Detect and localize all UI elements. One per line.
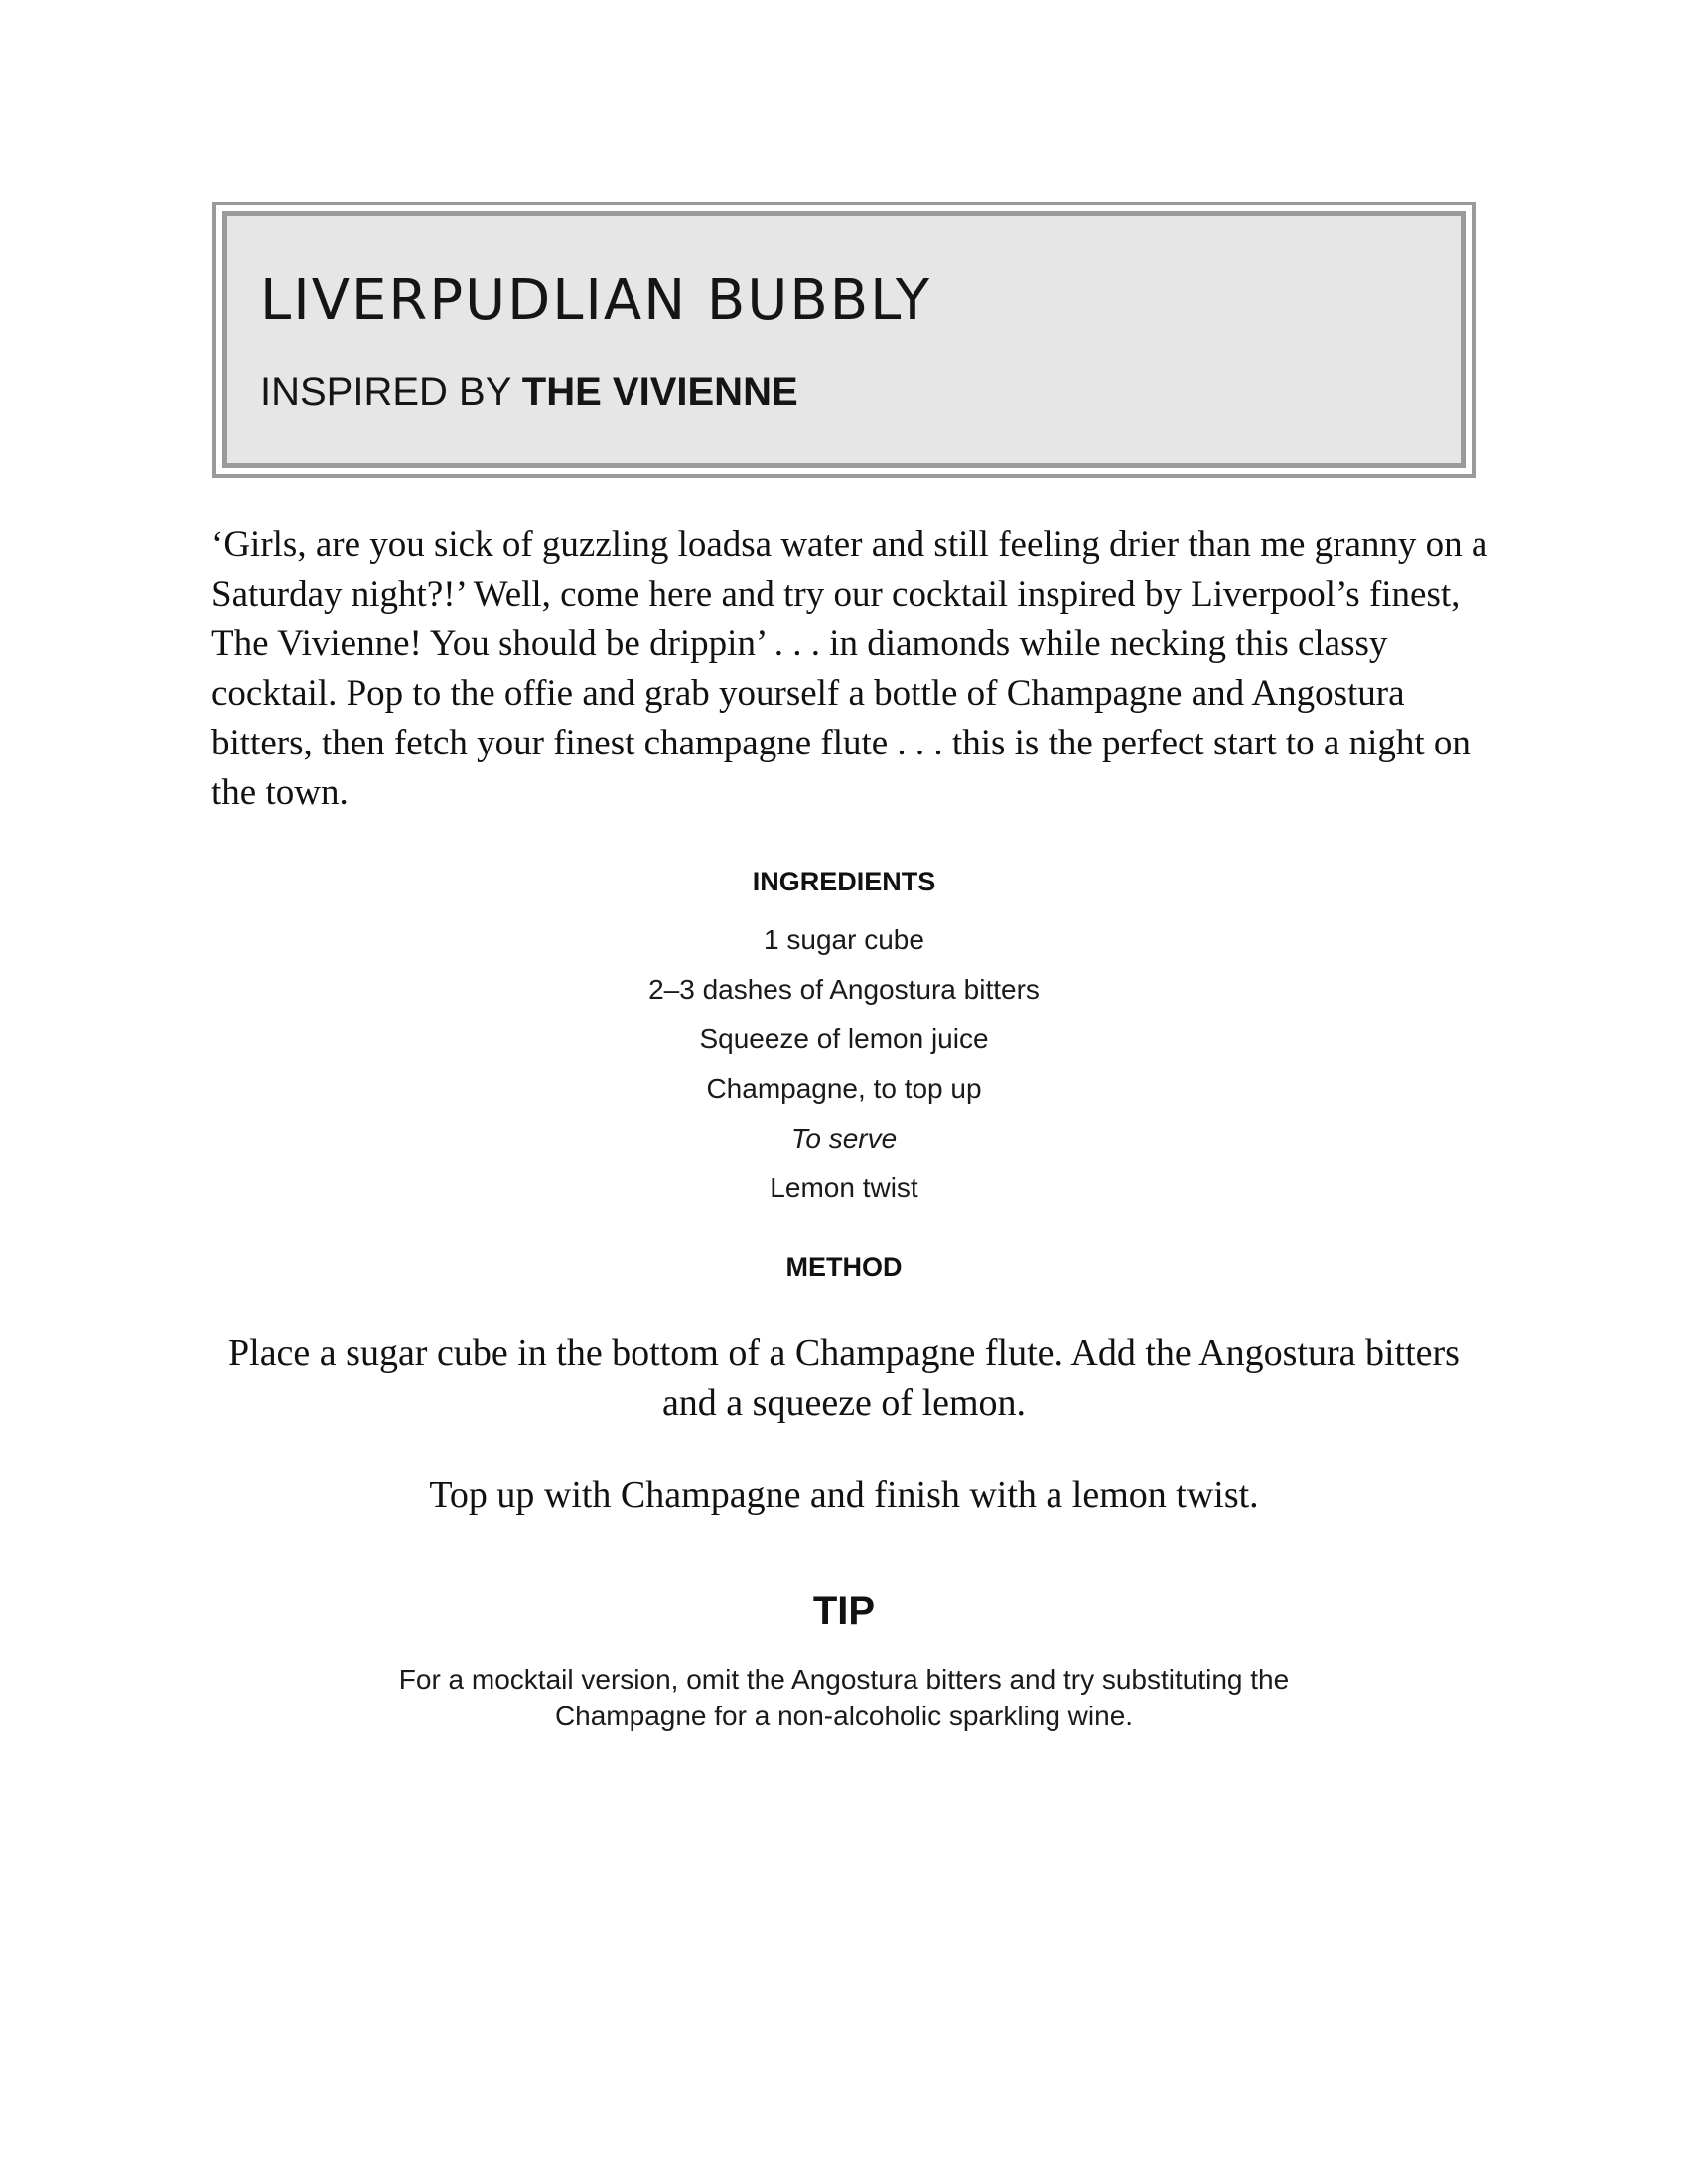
ingredients-list — [0, 915, 1688, 1213]
method-heading: METHOD — [785, 1252, 903, 1282]
ingredient-item: 2–3 dashes of Angostura bitters — [648, 974, 1040, 1005]
tip-text — [0, 1661, 1688, 1734]
subtitle-prefix: INSPIRED BY — [260, 370, 522, 414]
method-step-text: Top up with Champagne and finish with a lemon twist. — [429, 1474, 1259, 1516]
ingredient-item: Champagne, to top up — [706, 1073, 982, 1104]
method-step-text: Place a sugar cube in the bottom of a Champagne flute. Add the Angostura bitters and a squeeze of lemon. — [228, 1332, 1460, 1424]
ingredient-item: Squeeze of lemon juice — [699, 1024, 989, 1054]
to-serve-label: To serve — [790, 1123, 898, 1154]
title-box-inner — [222, 211, 1466, 468]
title-box — [212, 202, 1476, 478]
subtitle-name: THE VIVIENNE — [521, 370, 798, 414]
recipe-subtitle — [260, 370, 798, 415]
ingredients-heading: INGREDIENTS — [752, 867, 936, 896]
method-step-2 — [0, 1470, 1688, 1520]
ingredient-item: 1 sugar cube — [764, 924, 924, 955]
method-step-1 — [0, 1328, 1688, 1428]
recipe-title: LIVERPUDLIAN BUBBLY — [260, 268, 932, 333]
intro-paragraph: ‘Girls, are you sick of guzzling loadsa water and still feeling drier than me granny on a Saturday night?!’ Well, come here and try our cocktail inspired by Liverpool’s finest, The Vivienne! You should be drippin’ . . . in diamonds while necking this classy cocktail. Pop to the offie and grab yourself a bottle of Champagne and Angostura bitters, then fetch your finest champagne flute . . . this is the perfect start to a night on the town. — [211, 524, 1488, 813]
tip-body: For a mocktail version, omit the Angostura bitters and try substituting the Champagne for a non-alcoholic sparkling wine. — [398, 1664, 1290, 1731]
ingredient-item: Lemon twist — [770, 1172, 918, 1203]
tip-heading: TIP — [812, 1589, 876, 1633]
